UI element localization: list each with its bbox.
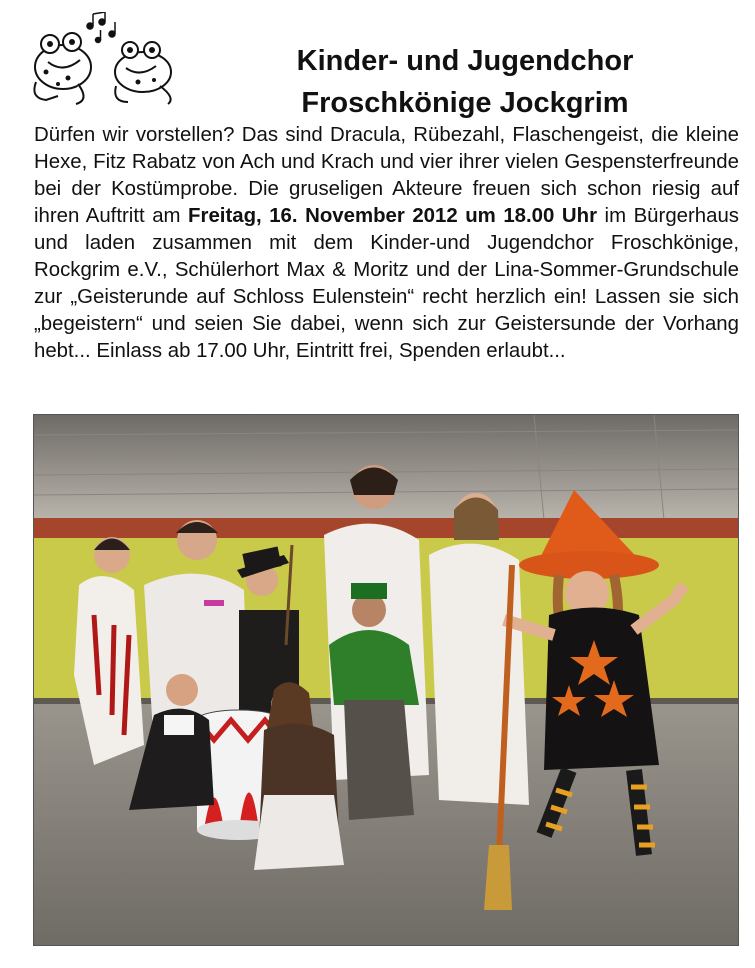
children-in-costumes-photo xyxy=(34,415,738,945)
article-body xyxy=(34,122,739,365)
article-paragraph-end: im Bürgerhaus und laden zusammen mit dem Kinder-und Jugendchor Froschkönige, Rockgrim e.V., Schülerhort Max & Moritz und der Lina-Sommer-Grundschule zur „Geisterunde auf Schloss Eulenstein“ recht herzlich ein! Lassen sie sich „begeistern“ und seien Sie dabei, wenn sich zur Geistersunde der Vorhang hebt... Einlass ab 17.00 Uhr, Eintritt frei, Spenden erlaubt... xyxy=(34,205,740,362)
event-date: Freitag, 16. November 2012 um 18.00 Uhr xyxy=(188,205,598,227)
title-line-1: Kinder- und Jugendchor xyxy=(296,45,634,77)
singing-frogs-icon xyxy=(28,12,178,110)
article-paragraph-start: Dürfen wir vorstellen? Das sind Dracula, Rübezahl, Flaschengeist, die kleine Hexe, Fitz Rabatz von Ach und Krach und vier ihrer vielen Gespensterfreunde bei der Kostümprobe. Die gruseligen Akteure freuen sich schon riesig auf ihren Auftritt am xyxy=(34,124,739,227)
children-costume-photo xyxy=(33,414,739,946)
article-title xyxy=(215,40,715,124)
singing-frogs-logo xyxy=(28,12,178,110)
title-line-2: Froschkönige Jockgrim xyxy=(301,87,629,119)
